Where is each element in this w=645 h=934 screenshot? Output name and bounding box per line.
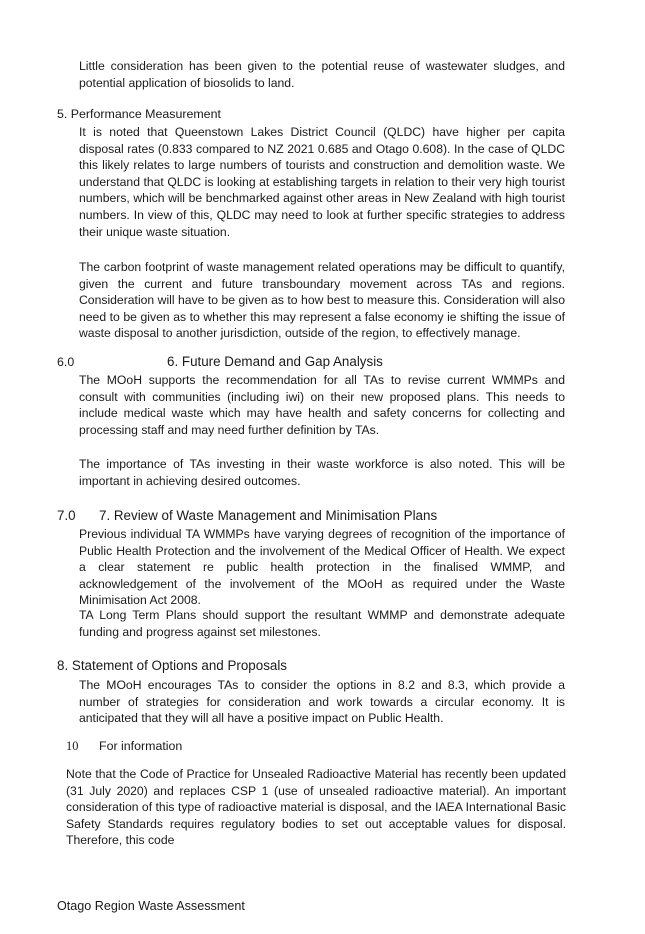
section-number-7: 7.0 [57,508,76,523]
paragraph-waste-workforce: The importance of TAs investing in their waste workforce is also noted. This will be important in achieving desired outcomes. [79,457,565,488]
paragraph-circular-economy: The MOoH encourages TAs to consider the options in 8.2 and 8.3, which provide a number of strategies for consideration and work towards a circular economy. It is anticipated that they will all have a positive impact on Public Health. [79,678,565,726]
section-number-10: 10 [66,739,79,753]
paragraph-carbon-footprint: The carbon footprint of waste management related operations may be difficult to quantify, given the current and future transboundary movement across TAs and regions. Consideration will have to be given as to how best to measure this. Consideration will also need to be given as to whether this may represent a false economy ie shifting the issue of waste disposal to another jurisdiction, outside of the region, to effectively manage. [79,260,565,341]
paragraph-previous-wmmps: Previous individual TA WMMPs have varying degrees of recognition of the importance of Public Health Protection and the involvement of the Medical Officer of Health. We expect a clear statement re public health protection in the finalised WMMP, and acknowledgement of the involvement of the MOoH as required under the Waste Minimisation Act 2008. [79,527,565,608]
heading-review-wmmp: 7. Review of Waste Management and Minimisation Plans [99,508,438,523]
paragraph-qldc-disposal: It is noted that Queenstown Lakes District Council (QLDC) have higher per capita disposal rates (0.833 compared to NZ 2021 0.685 and Otago 0.608). In the case of QLDC this likely relates to large numbers of tourists and construction and demolition waste. We understand that QLDC is looking at establishing targets in relation to their very high tourist numbers, which will be benchmarked against other areas in New Zealand with high tourist numbers. In view of this, QLDC may need to look at further specific strategies to address their unique waste situation. [79,125,565,239]
heading-options-proposals: 8. Statement of Options and Proposals [57,658,288,673]
heading-for-information: For information [99,739,183,753]
section-number-6: 6.0 [57,355,75,369]
paragraph-long-term-plans: TA Long Term Plans should support the resultant WMMP and demonstrate adequate funding and progress against set milestones. [79,608,565,639]
heading-future-demand: 6. Future Demand and Gap Analysis [167,354,383,369]
page-footer: Otago Region Waste Assessment [57,899,245,913]
heading-performance-measurement: 5. Performance Measurement [57,107,221,121]
paragraph-radioactive-material: Note that the Code of Practice for Unsealed Radioactive Material has recently been updated (31 July 2020) and replaces CSP 1 (use of unsealed radioactive material). An important consideration of this type of radioactive material is disposal, and the IAEA International Basic Safety Standards requires regulatory bodies to set out acceptable values for disposal. Therefore, this code [66,767,566,848]
paragraph-mooh-supports: The MOoH supports the recommendation for all TAs to revise current WMMPs and consult with communities (including iwi) on their new proposed plans. This needs to include medical waste which may have health and safety concerns for collecting and processing staff and may need further definition by TAs. [79,373,565,437]
paragraph-wastewater-sludges: Little consideration has been given to the potential reuse of wastewater sludges, and potential application of biosolids to land. [79,59,565,90]
